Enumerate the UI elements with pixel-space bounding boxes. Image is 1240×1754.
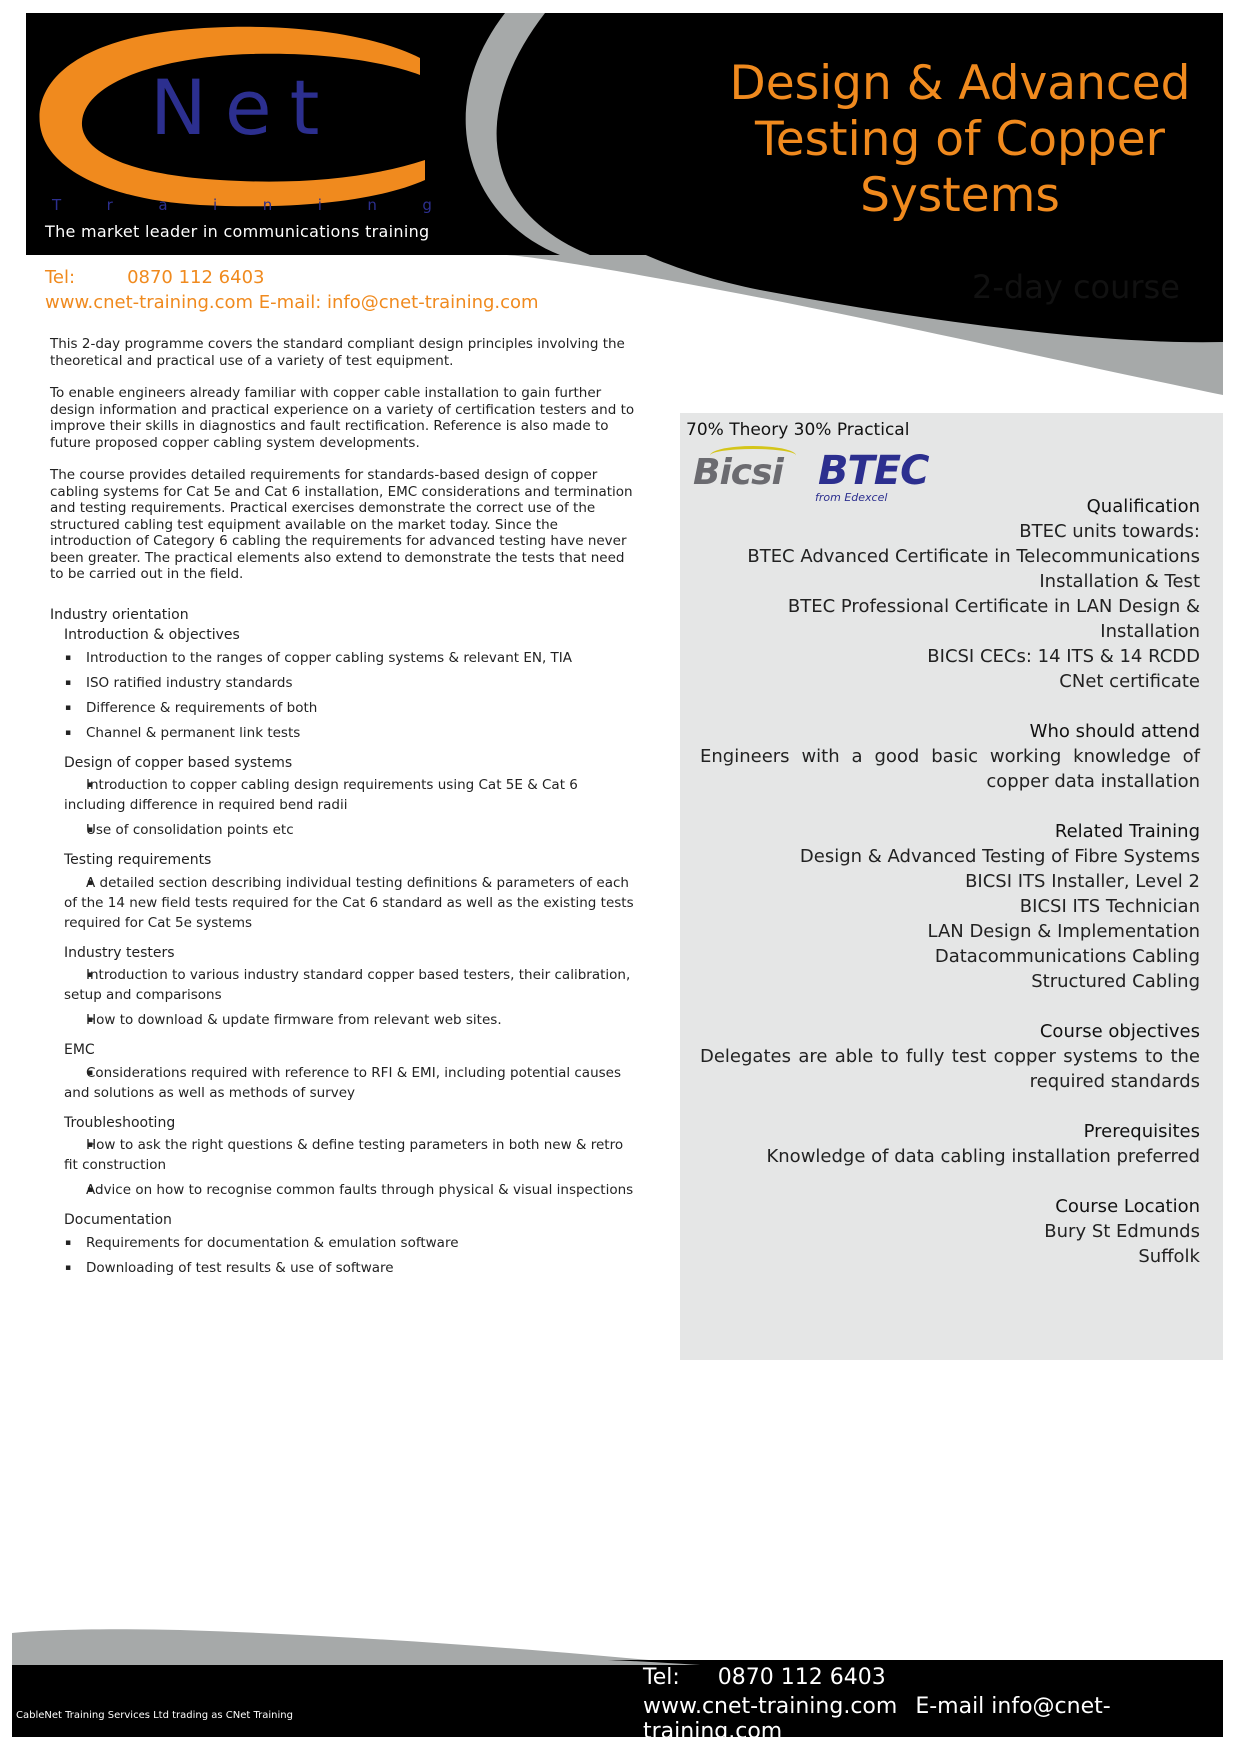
info-block-line: BTEC Professional Certificate in LAN Design & Installation: [787, 596, 1200, 642]
syllabus-bullet-item: ▪ How to ask the right questions & define testing parameters in both new & retro fit construction: [64, 1135, 640, 1175]
logo-letter: n: [367, 196, 377, 214]
logo-training-letters: [52, 196, 432, 214]
info-block-line: BTEC units towards:: [1019, 521, 1200, 542]
btec-logo-subtitle: from Edexcel: [815, 491, 888, 504]
logo-letter: g: [422, 196, 432, 214]
info-block-line: Engineers with a good basic working knowledge of copper data installation: [700, 746, 1200, 792]
info-block-line: Structured Cabling: [1031, 971, 1200, 992]
footer-phone-number: 0870 112 6403: [717, 1665, 886, 1690]
logo-letter: n: [262, 196, 273, 214]
syllabus-bullet-list: [50, 873, 640, 933]
footer-website: www.cnet-training.com: [643, 1694, 898, 1719]
course-duration: 2-day course: [972, 268, 1180, 306]
syllabus-bullet-item: ▪ Advice on how to recognise common faults through physical & visual inspections: [64, 1180, 640, 1200]
syllabus-section-title: Troubleshooting: [64, 1114, 176, 1131]
footer-phone: [643, 1665, 886, 1690]
footer-legal-text: CableNet Training Services Ltd trading as CNet Training: [16, 1710, 293, 1721]
info-block-line: BICSI ITS Technician: [1019, 896, 1200, 917]
info-block: [700, 1019, 1200, 1094]
syllabus-bullet-list: [50, 1233, 640, 1278]
phone-number: 0870 112 6403: [127, 267, 265, 288]
info-block: [700, 1119, 1200, 1169]
info-block-line: LAN Design & Implementation: [927, 921, 1200, 942]
syllabus-bullet-item: ▪ ISO ratified industry standards: [64, 673, 640, 693]
syllabus-bullet-item: ▪ Introduction to copper cabling design requirements using Cat 5E & Cat 6 including difference in required bend radii: [64, 775, 640, 815]
intro-paragraph: The course provides detailed requirements for standards-based design of copper cabling systems for Cat 5e and Cat 6 installation, EMC considerations and termination and testing requirements. Practical exercises demonstrate the correct use of the structured cabling test equipment available on the market today. Since the introduction of Category 6 cabling the requirements for advanced testing have never been greater. The practical elements also extend to demonstrate the tests that need to be carried out in the field.: [50, 467, 633, 582]
logo-letter: r: [106, 196, 113, 214]
theory-practical-ratio: 70% Theory 30% Practical: [686, 420, 910, 440]
syllabus-bullet-list: [50, 965, 640, 1030]
syllabus-bullet-item: ▪ Considerations required with reference to RFI & EMI, including potential causes and solutions as well as methods of survey: [64, 1063, 640, 1103]
syllabus-bullet-item: ▪ Introduction to various industry standard copper based testers, their calibration, setup and comparisons: [64, 965, 640, 1005]
course-title-line: Design & Advanced: [729, 56, 1191, 111]
intro-paragraph: This 2-day programme covers the standard compliant design principles involving the theoretical and practical use of a variety of test equipment.: [50, 336, 625, 369]
info-block-line: Datacommunications Cabling: [934, 946, 1200, 967]
footer-email: E-mail info@cnet-training.com: [643, 1694, 1111, 1744]
syllabus-section-title: Testing requirements: [64, 852, 212, 868]
syllabus-bullet-item: ▪ Introduction to the ranges of copper cabling systems & relevant EN, TIA: [64, 648, 640, 668]
intro-paragraph: To enable engineers already familiar with copper cable installation to gain further design information and practical experience on a variety of certification testers and to improve their skills in diagnostics and fault rectification. Reference is also made to future proposed copper cabling system developments.: [50, 385, 635, 451]
syllabus-bullet-list: [50, 775, 640, 840]
logo-letter: i: [213, 196, 218, 214]
info-block-heading: Course objectives: [1039, 1021, 1200, 1042]
info-block-line: CNet certificate: [1059, 671, 1200, 692]
syllabus-section-title: Industry testers: [64, 944, 175, 961]
course-title: [690, 56, 1230, 224]
phone-label: Tel:: [45, 267, 76, 288]
info-block: [700, 494, 1200, 694]
syllabus-heading: Industry orientation: [50, 606, 189, 623]
course-description: [50, 336, 640, 1283]
info-block-line: BICSI CECs: 14 ITS & 14 RCDD: [927, 646, 1200, 667]
logo-letter: T: [52, 196, 62, 214]
syllabus-bullet-item: ▪ Downloading of test results & use of software: [64, 1258, 640, 1278]
footer-grey-swoosh: [12, 1629, 700, 1665]
info-block-line: Design & Advanced Testing of Fibre Systems: [799, 846, 1200, 867]
syllabus-sections: [50, 627, 640, 1278]
info-block: [700, 719, 1200, 794]
syllabus-bullet-list: [50, 648, 640, 743]
info-block-line: BICSI ITS Installer, Level 2: [965, 871, 1200, 892]
info-panel-blocks: [700, 494, 1200, 1294]
info-block-heading: Qualification: [1086, 496, 1200, 517]
info-block-heading: Prerequisites: [1083, 1121, 1200, 1142]
syllabus-bullet-item: ▪ Use of consolidation points etc: [64, 820, 640, 840]
footer-web-email: [643, 1694, 1240, 1744]
info-block-heading: Who should attend: [1029, 721, 1200, 742]
course-title-line: Systems: [860, 168, 1060, 223]
syllabus-bullet-list: [50, 1063, 640, 1103]
info-block-heading: Related Training: [1054, 821, 1200, 842]
syllabus-bullet-item: ▪ Difference & requirements of both: [64, 698, 640, 718]
syllabus-bullet-item: ▪ A detailed section describing individual testing definitions & parameters of each of the 14 new field tests required for the Cat 6 standard as well as the existing tests required for Cat 5e systems: [64, 873, 640, 933]
course-title-line: Testing of Copper: [755, 112, 1165, 167]
footer-phone-label: Tel:: [643, 1665, 680, 1690]
header-web-email: www.cnet-training.com E-mail: info@cnet-training.com: [45, 292, 539, 313]
syllabus-bullet-list: [50, 1135, 640, 1200]
syllabus-section-title: Documentation: [64, 1212, 172, 1228]
syllabus-bullet-item: ▪ How to download & update firmware from relevant web sites.: [64, 1010, 640, 1030]
syllabus-bullet-item: ▪ Requirements for documentation & emulation software: [64, 1233, 640, 1253]
info-block-line: Bury St Edmunds: [1044, 1221, 1200, 1242]
syllabus-section-title: Introduction & objectives: [64, 627, 240, 643]
logo-letter: a: [158, 196, 168, 214]
info-block-heading: Course Location: [1055, 1196, 1200, 1217]
logo-tagline: The market leader in communications training: [45, 222, 430, 241]
header-phone: [45, 267, 265, 288]
bicsi-logo: Bicsi: [693, 452, 783, 493]
logo-letter: i: [317, 196, 322, 214]
info-block-line: BTEC Advanced Certificate in Telecommunications: [747, 546, 1200, 567]
info-block: [700, 1194, 1200, 1269]
info-block: [700, 819, 1200, 994]
info-block-line: Suffolk: [1138, 1246, 1200, 1267]
syllabus-section-title: Design of copper based systems: [64, 754, 293, 771]
btec-logo: BTEC: [818, 448, 929, 494]
info-block-line: Installation & Test: [1039, 571, 1200, 592]
logo-net-wordmark: Net: [150, 63, 338, 152]
info-block-line: Knowledge of data cabling installation preferred: [766, 1146, 1200, 1167]
syllabus-bullet-item: ▪ Channel & permanent link tests: [64, 723, 640, 743]
syllabus-section-title: EMC: [64, 1042, 95, 1058]
info-block-line: Delegates are able to fully test copper systems to the required standards: [700, 1046, 1200, 1092]
